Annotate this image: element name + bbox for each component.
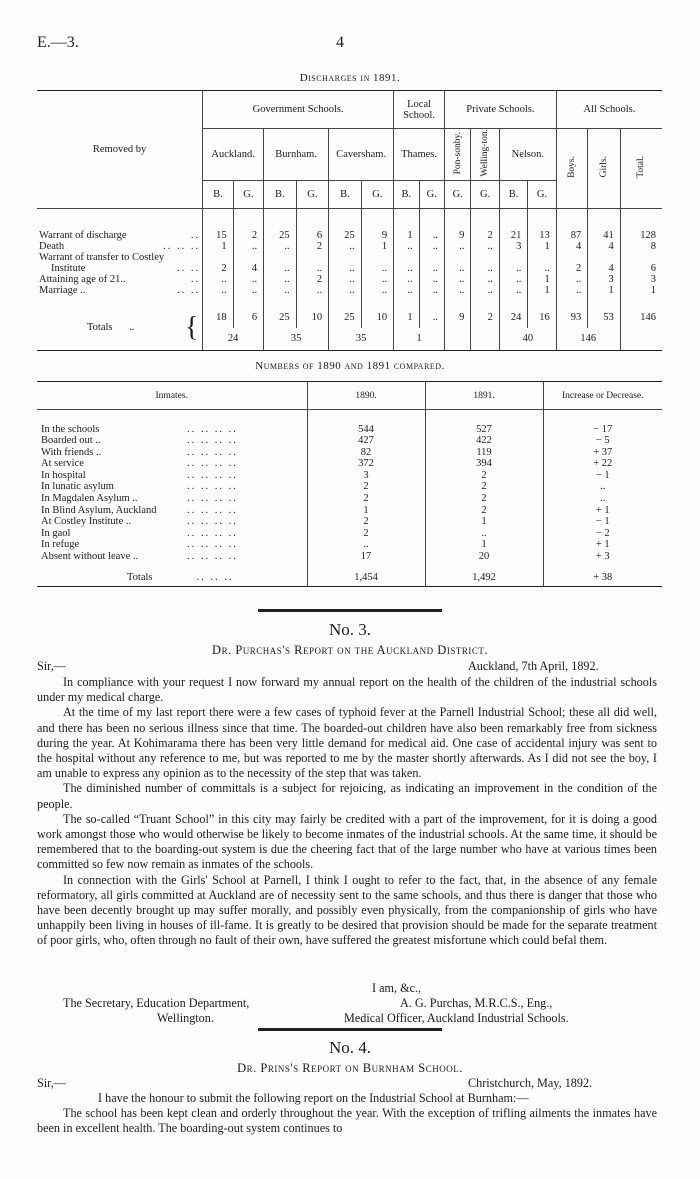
leader-dots: .. .. .. .. [187, 446, 238, 458]
sex-g: G. [296, 180, 329, 208]
report3-paragraph: The so-called “Truant School” in this city may fairly be credited with a part of the improvement, for it is doing a good work amongst those who would otherwise be likely to become inmates of the industrial schools. At the same time, it should be remembered that to the boarding-out system is due the cheering fact that of the large number who have at various times been committed so few now remain as inmates of the schools. [37, 811, 657, 872]
sex-b: B. [329, 180, 362, 208]
discharge-cell: .. [444, 263, 470, 274]
discharge-cell: 41 [588, 230, 621, 241]
discharge-cell: 3 [588, 274, 621, 285]
discharge-cell [556, 252, 588, 263]
sex-g: G. [528, 180, 556, 208]
change-value: + 22 [543, 458, 662, 470]
comparison-row [37, 470, 662, 482]
auckland-header: Auckland. [203, 129, 264, 181]
discharge-cell: 21 [499, 230, 527, 241]
report3-paragraph: In connection with the Girls' School at Parnell, I think I ought to refer to the fact, that, in the absence of any female reformatory, all girls committed at Auckland are of necessity sent to the same schools, and thus there is danger that those who have been decently brought up may suffer morally, and possibly even physically, from the companionship of girls who have unhappily been living in houses of ill-fame. It is greatly to be desired that provision should be made for the separate treatment of poor girls, who, often through no fault of their own, have suffered the greatest misfortune which could befal them. [37, 872, 657, 948]
government-schools-header: Government Schools. [203, 91, 394, 129]
discharge-cell: .. [361, 285, 394, 296]
total-cell: 18 [203, 306, 233, 328]
discharge-cell: .. [329, 241, 362, 252]
report4-intro: I have the honour to submit the following report on the Industrial School at Burnham:— [98, 1091, 529, 1105]
discharge-cell: .. [233, 274, 263, 285]
count-1891: 2 [425, 470, 543, 482]
discharge-cell: 1 [620, 285, 662, 296]
count-1890: 544 [307, 424, 425, 436]
sex-g: G. [233, 180, 263, 208]
report3-signature-title: Medical Officer, Auckland Industrial Schools. [344, 1011, 569, 1025]
report4-number: No. 4. [328, 1038, 372, 1057]
discharge-cell: .. [499, 285, 527, 296]
year-1890-header: 1890. [307, 382, 425, 410]
change-value: − 1 [543, 516, 662, 528]
discharge-cell: 25 [264, 230, 297, 241]
comparison-totals-label: Totals .. .. .. [37, 569, 307, 587]
discharge-cell: .. [556, 274, 588, 285]
discharge-cell: .. [471, 263, 499, 274]
discharge-cell: .. [233, 285, 263, 296]
discharge-cell: .. [264, 274, 297, 285]
discharge-cell: .. [499, 274, 527, 285]
discharge-cell [264, 252, 297, 263]
inmate-category: With friends .. .. .. .. .. [41, 446, 238, 458]
discharge-cell: .. [329, 285, 362, 296]
discharge-row-label: Attaining age of 21.. .. [39, 274, 201, 286]
discharge-cell [329, 252, 362, 263]
discharge-cell: .. [264, 263, 297, 274]
total-cell: 16 [528, 306, 556, 328]
change-value: − 1 [543, 470, 662, 482]
discharge-cell: .. [264, 285, 297, 296]
discharge-cell: 2 [203, 263, 233, 274]
series-code: E.—3. [37, 34, 79, 51]
comparison-table [37, 381, 662, 587]
discharge-cell [528, 252, 556, 263]
burnham-header: Burnham. [264, 129, 329, 181]
discharge-cell: 6 [620, 263, 662, 274]
inmate-category: In hospital .. .. .. .. [41, 469, 238, 481]
all-schools-header: All Schools. [556, 91, 662, 129]
discharge-row [37, 230, 662, 241]
total-cell: 9 [444, 306, 470, 328]
discharge-cell [394, 252, 419, 263]
report3-number: No. 3. [328, 620, 372, 639]
discharge-cell [203, 252, 233, 263]
count-1891: 2 [425, 493, 543, 505]
report3-salutation: Sir,— [37, 659, 66, 673]
discharge-cell: 8 [620, 241, 662, 252]
discharge-cell: 2 [556, 263, 588, 274]
leader-dots: .. .. .. .. [187, 458, 238, 470]
discharge-cell: 3 [620, 274, 662, 285]
discharge-cell [471, 252, 499, 263]
sex-b: B. [264, 180, 297, 208]
discharge-cell: .. [361, 263, 394, 274]
inmates-header: Inmates. [37, 382, 307, 410]
caversham-header: Caversham. [329, 129, 394, 181]
count-1890: .. [307, 539, 425, 551]
discharge-row-label: Warrant of transfer to Costley [39, 252, 165, 264]
discharge-cell: 9 [444, 230, 470, 241]
boys-header: Boys. [556, 129, 588, 209]
discharge-cell: .. [329, 274, 362, 285]
report3-paragraph: The diminished number of committals is a subject for rejoicing, as indicating an improvement in the condition of the people. [37, 781, 657, 811]
count-1890: 427 [307, 435, 425, 447]
discharge-cell: .. [203, 285, 233, 296]
thames-header: Thames. [394, 129, 445, 181]
inmate-category: In lunatic asylum .. .. .. .. [41, 481, 238, 493]
discharge-cell: 15 [203, 230, 233, 241]
total-cell: 25 [264, 306, 297, 328]
total-cell: 2 [471, 306, 499, 328]
report4-body [37, 1106, 657, 1136]
total-change: + 38 [543, 569, 662, 587]
comparison-row [37, 447, 662, 459]
comparison-row [37, 551, 662, 563]
count-1890: 2 [307, 481, 425, 493]
inmate-category: In Blind Asylum, Auckland .. .. .. .. [41, 504, 238, 516]
discharge-cell: 6 [296, 230, 329, 241]
report4-paragraph: The school has been kept clean and orderly throughout the year. With the exception of trifling ailments the inmates have been in excellent health. The boarding-out system continues to [37, 1106, 657, 1136]
wellington-header: Welling-ton. [471, 129, 499, 181]
report3-title: Dr. Purchas's Report on the Auckland District. [212, 643, 488, 657]
discharge-cell [296, 252, 329, 263]
discharge-cell: .. [394, 274, 419, 285]
discharge-cell [588, 252, 621, 263]
discharge-row [37, 252, 662, 263]
ponsonby-header: Pon-sonby. [444, 129, 470, 181]
change-header: Increase or Decrease. [543, 382, 662, 410]
report3-addressee: The Secretary, Education Department, [63, 996, 250, 1010]
discharge-row-label: Institute .. .. [51, 263, 201, 275]
subtotal-burnham: 35 [264, 328, 329, 350]
sex-g: G. [471, 180, 499, 208]
subtotal-all: 146 [556, 328, 620, 350]
discharge-cell: .. [233, 241, 263, 252]
discharge-cell: 2 [296, 274, 329, 285]
change-value: + 3 [543, 551, 662, 563]
leader-dots: .. .. .. .. [187, 539, 238, 551]
discharge-row [37, 285, 662, 296]
report3-paragraph: At the time of my last report there were a few cases of typhoid fever at the Parnell Industrial School; these all did well, and there has been no serious illness since that time. The boarded-out children have also been remarkably free from sickness during the year. At Kohimarama there has been very little demand for medical aid. One case of accidental injury was sent to the hospital without any reference to me, but was reported to me by the master shortly afterwards. As I did not see the boy, I am unable to express any opinion as to the necessity of the step that was taken. [37, 705, 657, 781]
discharge-cell: .. [444, 285, 470, 296]
discharge-cell: .. [264, 241, 297, 252]
page-number: 4 [336, 34, 344, 51]
discharge-cell [620, 252, 662, 263]
inmate-category: At service .. .. .. .. [41, 458, 238, 470]
report3-body [37, 675, 657, 949]
count-1890: 3 [307, 470, 425, 482]
nelson-header: Nelson. [499, 129, 556, 181]
count-1891: 1 [425, 516, 543, 528]
report4-place-date: Christchurch, May, 1892. [468, 1076, 593, 1090]
discharge-cell: 1 [394, 230, 419, 241]
discharge-cell: .. [296, 285, 329, 296]
discharge-cell [499, 252, 527, 263]
discharge-cell: .. [419, 230, 444, 241]
discharges-table [37, 90, 662, 351]
subtotal-nelson: 40 [499, 328, 556, 350]
discharge-cell [444, 252, 470, 263]
discharge-cell [419, 252, 444, 263]
discharge-cell: 87 [556, 230, 588, 241]
change-value: + 37 [543, 447, 662, 459]
change-value: − 2 [543, 528, 662, 540]
leader-dots: .. .. .. .. [187, 551, 238, 563]
discharge-cell: 1 [361, 241, 394, 252]
discharge-cell: 3 [499, 241, 527, 252]
discharge-cell: 1 [528, 274, 556, 285]
total-cell: 24 [499, 306, 527, 328]
discharge-cell [361, 252, 394, 263]
leader-dots: .. .. .. .. [187, 469, 238, 481]
sex-g: G. [444, 180, 470, 208]
change-value: .. [543, 493, 662, 505]
discharge-cell: 4 [233, 263, 263, 274]
report3-place-date: Auckland, 7th April, 1892. [468, 659, 599, 673]
local-school-header: Local School. [394, 91, 445, 129]
report3-signature: A. G. Purchas, M.R.C.S., Eng., [400, 996, 553, 1010]
discharge-cell: 9 [361, 230, 394, 241]
change-value: + 1 [543, 505, 662, 517]
total-cell: 93 [556, 306, 588, 328]
total-cell: 6 [233, 306, 263, 328]
report3-addressee-place: Wellington. [157, 1011, 214, 1025]
subtotal-auckland: 24 [203, 328, 264, 350]
count-1890: 372 [307, 458, 425, 470]
inmate-category: In gaol .. .. .. .. [41, 527, 238, 539]
count-1890: 2 [307, 528, 425, 540]
total-cell: 10 [361, 306, 394, 328]
comparison-row [37, 435, 662, 447]
discharge-cell: 2 [296, 241, 329, 252]
discharge-cell: .. [444, 241, 470, 252]
discharge-row [37, 274, 662, 285]
discharge-row-label: Death .. .. .. [39, 241, 201, 253]
total-cell: 1 [394, 306, 419, 328]
total-1891: 1,492 [425, 569, 543, 587]
sex-g: G. [361, 180, 394, 208]
totals-row [37, 306, 662, 328]
discharges-title: Discharges in 1891. [299, 72, 401, 84]
total-cell: 10 [296, 306, 329, 328]
discharge-cell: .. [419, 274, 444, 285]
total-cell: 25 [329, 306, 362, 328]
total-cell: 146 [620, 306, 662, 328]
inmate-category: Absent without leave .. .. .. .. .. [41, 551, 238, 563]
comparison-title: Numbers of 1890 and 1891 compared. [255, 360, 445, 372]
discharge-cell: .. [471, 241, 499, 252]
removed-by-header: Removed by [92, 143, 147, 155]
discharge-cell: .. [419, 285, 444, 296]
report3-paragraph: In compliance with your request I now forward my annual report on the health of the children of the industrial schools under my medical charge. [37, 675, 657, 705]
discharge-cell: 1 [528, 241, 556, 252]
leader-dots: .. .. .. .. [187, 423, 238, 435]
count-1891: 394 [425, 458, 543, 470]
comparison-row [37, 505, 662, 517]
report4-title: Dr. Prins's Report on Burnham School. [237, 1061, 463, 1075]
count-1891: .. [425, 528, 543, 540]
total-1890: 1,454 [307, 569, 425, 587]
report3-closing: I am, &c., [372, 981, 422, 995]
inmate-category: In refuge .. .. .. .. [41, 539, 238, 551]
discharge-cell: 4 [588, 241, 621, 252]
inmate-category: In the schools .. .. .. .. [41, 423, 238, 435]
inmate-category: In Magdalen Asylum .. .. .. .. .. [41, 493, 238, 505]
count-1891: 119 [425, 447, 543, 459]
discharge-cell: .. [419, 263, 444, 274]
discharge-cell: .. [556, 285, 588, 296]
sex-g: G. [419, 180, 444, 208]
girls-header: Girls. [588, 129, 621, 209]
count-1891: 20 [425, 551, 543, 563]
change-value: − 5 [543, 435, 662, 447]
leader-dots: .. .. .. .. [187, 516, 238, 528]
comparison-row [37, 539, 662, 551]
discharge-row-label: Warrant of discharge .. [39, 230, 201, 242]
discharge-cell: .. [499, 263, 527, 274]
leader-dots: .. .. .. .. [187, 527, 238, 539]
discharge-cell: .. [471, 285, 499, 296]
count-1891: 527 [425, 424, 543, 436]
subtotal-caversham: 35 [329, 328, 394, 350]
count-1891: 1 [425, 539, 543, 551]
discharge-cell: 25 [329, 230, 362, 241]
discharge-cell: .. [419, 241, 444, 252]
discharge-row [37, 263, 662, 274]
discharge-row [37, 241, 662, 252]
sex-b: B. [203, 180, 233, 208]
total-cell: .. [419, 306, 444, 328]
discharge-cell: 2 [233, 230, 263, 241]
change-value: + 1 [543, 539, 662, 551]
sex-b: B. [394, 180, 419, 208]
discharge-cell: .. [329, 263, 362, 274]
count-1890: 17 [307, 551, 425, 563]
count-1891: 422 [425, 435, 543, 447]
leader-dots: .. .. .. .. [187, 435, 238, 447]
discharge-cell: 4 [556, 241, 588, 252]
discharge-cell: .. [394, 285, 419, 296]
count-1891: 2 [425, 505, 543, 517]
discharge-cell: 1 [203, 241, 233, 252]
count-1890: 1 [307, 505, 425, 517]
section-divider [258, 1028, 442, 1031]
report4-salutation: Sir,— [37, 1076, 66, 1090]
count-1890: 2 [307, 516, 425, 528]
count-1890: 2 [307, 493, 425, 505]
comparison-row [37, 424, 662, 436]
discharge-cell: .. [361, 274, 394, 285]
comparison-row [37, 516, 662, 528]
discharge-cell: 1 [588, 285, 621, 296]
discharge-cell: 4 [588, 263, 621, 274]
discharge-cell: 13 [528, 230, 556, 241]
comparison-row [37, 493, 662, 505]
discharge-cell: .. [444, 274, 470, 285]
change-value: .. [543, 481, 662, 493]
discharge-cell: .. [394, 263, 419, 274]
comparison-row [37, 458, 662, 470]
inmate-category: Boarded out .. .. .. .. .. [41, 435, 238, 447]
total-header: Total. [620, 129, 662, 209]
discharge-cell: 2 [471, 230, 499, 241]
private-schools-header: Private Schools. [444, 91, 556, 129]
count-1891: 2 [425, 481, 543, 493]
year-1891-header: 1891. [425, 382, 543, 410]
inmate-category: At Costley Institute .. .. .. .. .. [41, 516, 238, 528]
leader-dots: .. .. .. .. [187, 504, 238, 516]
discharge-cell: .. [471, 274, 499, 285]
discharge-cell: .. [296, 263, 329, 274]
comparison-row [37, 528, 662, 540]
comparison-totals-row [37, 569, 662, 587]
totals-label: Totals .. { [87, 312, 199, 344]
discharge-cell [233, 252, 263, 263]
leader-dots: .. .. .. .. [187, 493, 238, 505]
subtotal-thames: 1 [394, 328, 445, 350]
discharge-cell: .. [203, 274, 233, 285]
leader-dots: .. .. .. .. [187, 481, 238, 493]
discharge-row-label: Marriage .. .. .. [39, 285, 201, 297]
brace-glyph: { [185, 312, 199, 344]
discharge-cell: .. [528, 263, 556, 274]
comparison-row [37, 481, 662, 493]
discharge-cell: .. [394, 241, 419, 252]
count-1890: 82 [307, 447, 425, 459]
total-cell: 53 [588, 306, 621, 328]
section-divider [258, 609, 442, 612]
sex-b: B. [499, 180, 527, 208]
change-value: − 17 [543, 424, 662, 436]
discharge-cell: 1 [528, 285, 556, 296]
discharge-cell: 128 [620, 230, 662, 241]
